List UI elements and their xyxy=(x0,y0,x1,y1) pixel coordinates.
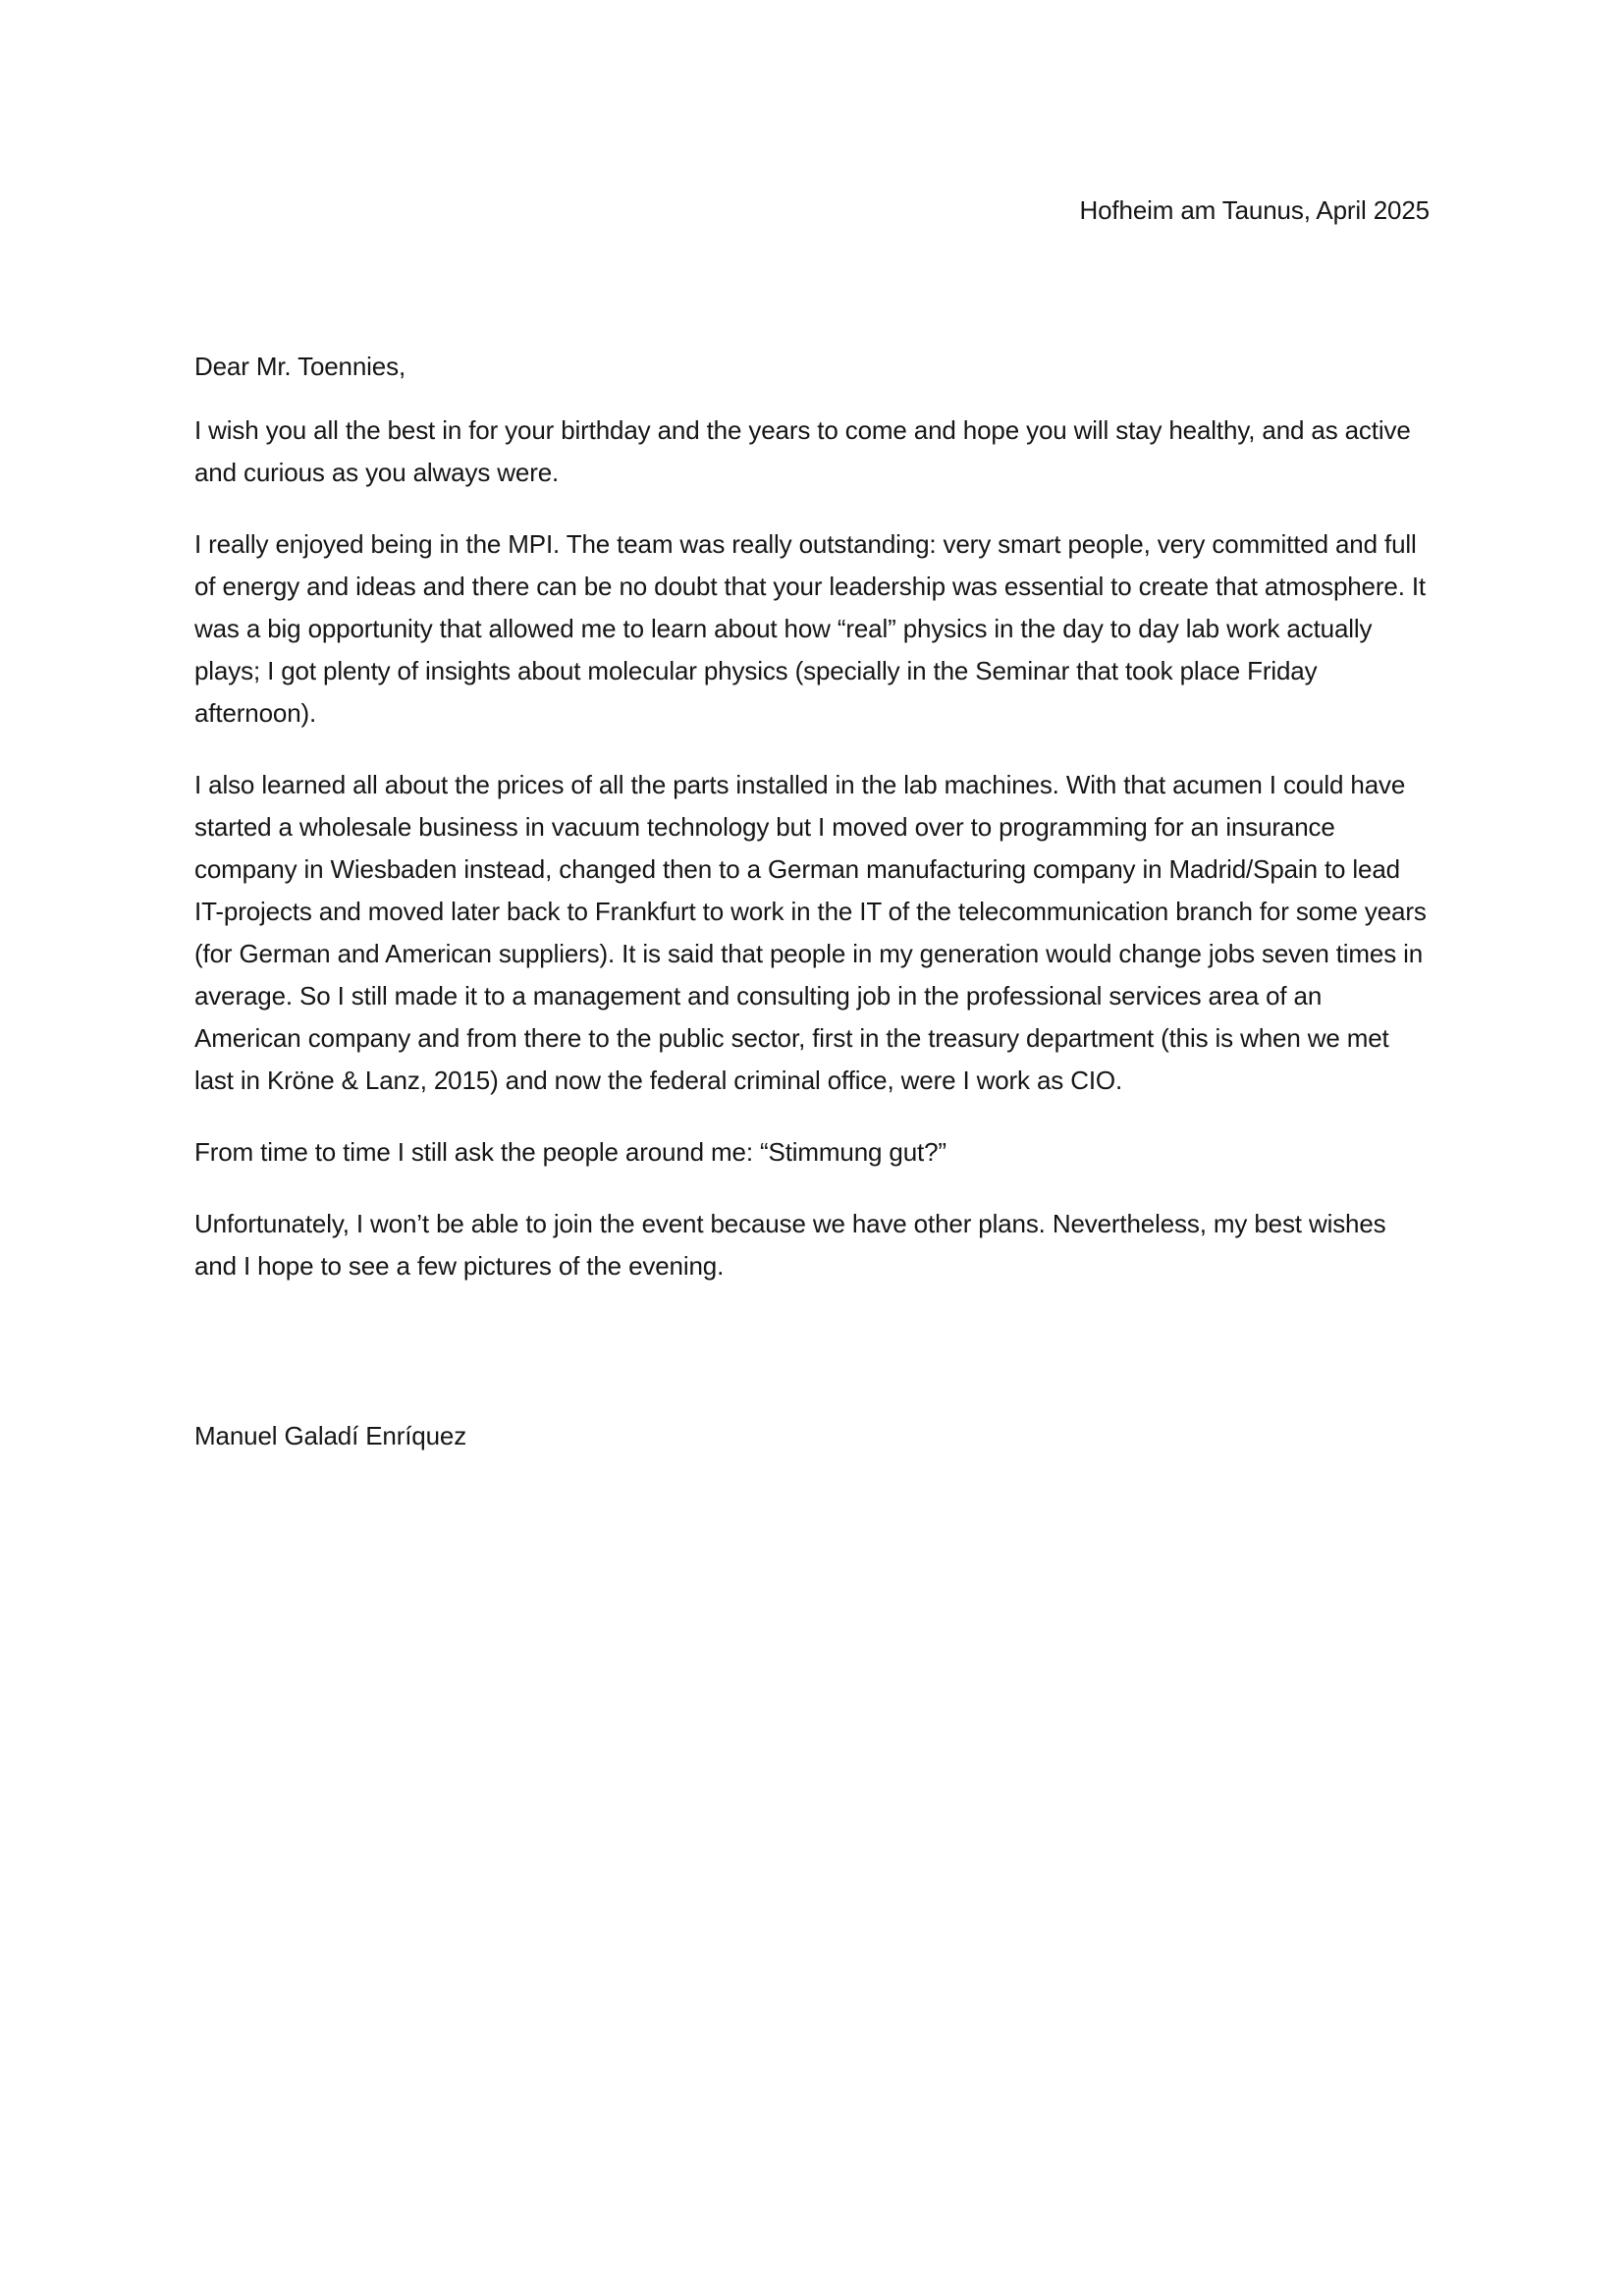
salutation: Dear Mr. Toennies, xyxy=(194,352,406,381)
paragraph: I also learned all about the prices of all the parts installed in the lab machines. With that acumen I could have started a wholesale business in vacuum technology but I moved over to programming for an insurance company in Wiesbaden instead, changed then to a German manufacturing company in Madrid/Spain to lead IT-projects and moved later back to Frankfurt to work in the IT of the telecommunication branch for some years (for German and American suppliers). It is said that people in my generation would change jobs seven times in average. So I still made it to a management and consulting job in the professional services area of an American company and from there to the public sector, first in the treasury department (this is when we met last in Kröne & Lanz, 2015) and now the federal criminal office, were I work as CIO. xyxy=(194,770,1427,1095)
paragraph: I wish you all the best in for your birthday and the years to come and hope you will stay healthy, and as active and curious as you always were. xyxy=(194,415,1411,487)
dateline: Hofheim am Taunus, April 2025 xyxy=(1079,195,1430,225)
letter-content xyxy=(194,190,1430,1457)
signature: Manuel Galadí Enríquez xyxy=(194,1421,467,1450)
paragraph: Unfortunately, I won’t be able to join the event because we have other plans. Nevertheless, my best wishes and I hope to see a few pictures of the evening. xyxy=(194,1209,1386,1281)
paragraph: I really enjoyed being in the MPI. The team was really outstanding: very smart people, very committed and full of energy and ideas and there can be no doubt that your leadership was essential to create that atmosphere. It was a big opportunity that allowed me to learn about how “real” physics in the day to day lab work actually plays; I got plenty of insights about molecular physics (specially in the Seminar that took place Friday afternoon). xyxy=(194,529,1426,728)
paragraph: From time to time I still ask the people around me: “Stimmung gut?” xyxy=(194,1137,946,1167)
